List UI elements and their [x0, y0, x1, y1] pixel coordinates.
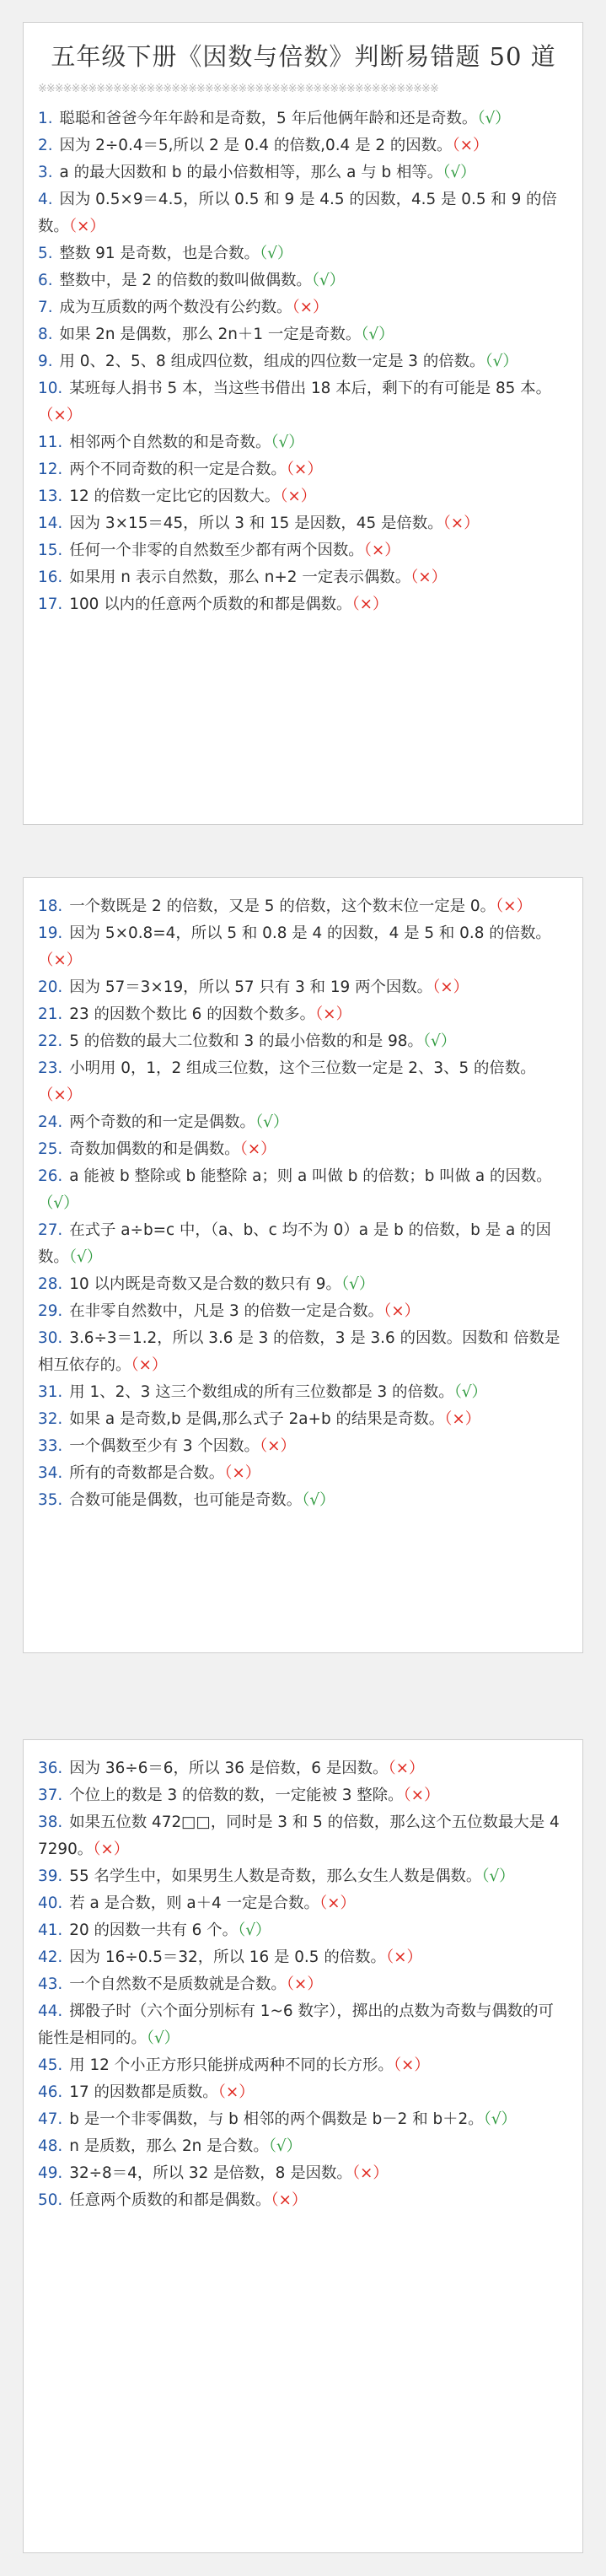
question-text: n 是质数，那么 2n 是合数。: [69, 2137, 269, 2155]
answer-mark: （×）: [38, 951, 83, 969]
question-item: [38, 1971, 569, 1998]
question-item: [38, 186, 569, 240]
question-item: [38, 537, 569, 564]
question-number: 41.: [38, 1921, 63, 1939]
question-text: a 的最大因数和 b 的最小倍数相等，那么 a 与 b 相等。: [59, 164, 443, 181]
question-list: [38, 893, 569, 1514]
answer-mark: （×）: [383, 1302, 421, 1320]
question-number: 16.: [38, 569, 63, 586]
answer-mark: （×）: [239, 1140, 276, 1158]
answer-mark: （×）: [217, 2083, 255, 2101]
answer-mark: （×）: [286, 1975, 323, 1993]
question-text: 因为 0.5×9＝4.5，所以 0.5 和 9 是 4.5 的因数，4.5 是 0.5 和 9 的倍数。: [38, 191, 557, 235]
question-text: 如果用 n 表示自然数，那么 n+2 一定表示偶数。: [69, 569, 411, 586]
question-text: b 是一个非零偶数，与 b 相邻的两个偶数是 b－2 和 b＋2。: [69, 2110, 484, 2128]
question-number: 27.: [38, 1221, 63, 1239]
question-item: [38, 132, 569, 159]
question-item: [38, 456, 569, 483]
answer-mark: （×）: [442, 515, 480, 532]
answer-mark: （×）: [271, 2191, 308, 2209]
question-item: [38, 105, 569, 132]
question-item: [38, 2106, 569, 2133]
question-item: [38, 1487, 569, 1514]
question-card-1: [23, 22, 583, 825]
question-text: 小明用 0，1，2 组成三位数，这个三位数一定是 2、3、5 的倍数。: [69, 1059, 536, 1077]
answer-mark: （×）: [410, 569, 448, 586]
question-number: 31.: [38, 1383, 63, 1401]
question-text: 55 名学生中，如果男生人数是奇数，那么女生人数是偶数。: [69, 1867, 482, 1885]
question-item: [38, 267, 569, 294]
question-item: [38, 1109, 569, 1136]
answer-mark: （×）: [314, 1005, 351, 1023]
question-text: 在式子 a÷b=c 中，（a、b、c 均不为 0）a 是 b 的倍数，b 是 a 的因数。: [38, 1221, 551, 1266]
question-number: 8.: [38, 326, 53, 343]
question-number: 45.: [38, 2056, 63, 2074]
page-title: 五年级下册《因数与倍数》判断易错题 50 道: [51, 42, 556, 71]
question-text: 所有的奇数都是合数。: [69, 1464, 225, 1482]
question-number: 46.: [38, 2083, 63, 2101]
question-text: 任何一个非零的自然数至少都有两个因数。: [69, 542, 364, 559]
question-text: 一个自然数不是质数就是合数。: [69, 1975, 287, 1993]
answer-mark: （√）: [483, 2110, 517, 2128]
answer-mark: （×）: [292, 299, 329, 316]
question-item: [38, 1055, 569, 1109]
question-text: 整数 91 是奇数，也是合数。: [59, 245, 260, 262]
answer-mark: （×）: [224, 1464, 261, 1482]
question-text: 某班每人捐书 5 本，当这些书借出 18 本后，剩下的有可能是 85 本。: [69, 380, 551, 397]
question-number: 15.: [38, 542, 63, 559]
question-number: 7.: [38, 299, 53, 316]
answer-mark: （√）: [68, 1248, 103, 1266]
question-number: 11.: [38, 434, 63, 451]
question-text: 因为 3×15＝45，所以 3 和 15 是因数，45 是倍数。: [69, 515, 443, 532]
question-text: 10 以内既是奇数又是合数的数只有 9。: [69, 1275, 341, 1293]
question-text: 因为 2÷0.4＝5,所以 2 是 0.4 的倍数,0.4 是 2 的因数。: [59, 137, 453, 154]
question-text: 两个不同奇数的积一定是合数。: [69, 461, 287, 478]
question-text: 整数中，是 2 的倍数的数叫做偶数。: [59, 272, 312, 289]
answer-mark: （×）: [38, 407, 83, 424]
question-number: 28.: [38, 1275, 63, 1293]
answer-mark: （√）: [481, 1867, 515, 1885]
question-item: [38, 159, 569, 186]
answer-mark: （×）: [68, 218, 105, 235]
question-item: [38, 1782, 569, 1809]
question-text: 一个偶数至少有 3 个因数。: [69, 1437, 260, 1455]
answer-mark: （√）: [311, 272, 346, 289]
question-number: 22.: [38, 1032, 63, 1050]
question-text: 3.6÷3＝1.2，所以 3.6 是 3 的倍数，3 是 3.6 的因数。因数和 倍数是相互依存的。: [38, 1329, 560, 1374]
answer-mark: （√）: [361, 326, 394, 343]
question-item: [38, 375, 569, 429]
answer-mark: （×）: [93, 1840, 130, 1858]
question-item: [38, 348, 569, 375]
question-number: 14.: [38, 515, 63, 532]
question-item: [38, 1406, 569, 1433]
question-number: 47.: [38, 2110, 63, 2128]
question-item: [38, 294, 569, 321]
answer-mark: （√）: [255, 1113, 289, 1131]
question-number: 36.: [38, 1760, 63, 1777]
question-number: 35.: [38, 1491, 63, 1509]
question-item: [38, 2160, 569, 2187]
question-item: [38, 1379, 569, 1406]
question-item: [38, 1325, 569, 1379]
answer-mark: （×）: [452, 137, 489, 154]
question-text: 成为互质数的两个数没有公约数。: [59, 299, 292, 316]
question-number: 20.: [38, 978, 63, 996]
question-number: 13.: [38, 488, 63, 505]
question-item: [38, 1890, 569, 1917]
answer-mark: （√）: [38, 1194, 79, 1212]
question-text: 任意两个质数的和都是偶数。: [69, 2191, 271, 2209]
question-item: [38, 1944, 569, 1971]
question-text: 32÷8＝4，所以 32 是倍数，8 是因数。: [69, 2164, 352, 2182]
question-number: 29.: [38, 1302, 63, 1320]
question-item: [38, 2133, 569, 2160]
question-text: 合数可能是偶数，也可能是奇数。: [69, 1491, 303, 1509]
question-list: [38, 1755, 569, 2214]
question-item: [38, 483, 569, 510]
question-number: 5.: [38, 245, 53, 262]
question-text: 掷骰子时（六个面分别标有 1~6 数字），掷出的点数为奇数与偶数的可能性是相同的。: [38, 2002, 554, 2047]
question-number: 49.: [38, 2164, 63, 2182]
question-item: [38, 1001, 569, 1028]
question-text: 若 a 是合数，则 a＋4 一定是合数。: [69, 1894, 319, 1912]
question-number: 19.: [38, 924, 63, 942]
question-text: 17 的因数都是质数。: [69, 2083, 218, 2101]
question-item: [38, 1217, 569, 1271]
answer-mark: （×）: [495, 897, 532, 915]
question-number: 9.: [38, 353, 53, 370]
question-text: 相邻两个自然数的和是奇数。: [69, 434, 271, 451]
question-item: [38, 2187, 569, 2214]
answer-mark: （×）: [363, 542, 400, 559]
question-item: [38, 321, 569, 348]
answer-mark: （√）: [485, 353, 518, 370]
answer-mark: （√）: [271, 434, 304, 451]
question-number: 3.: [38, 164, 53, 181]
question-text: 23 的因数个数比 6 的因数个数多。: [69, 1005, 315, 1023]
answer-mark: （×）: [432, 978, 469, 996]
question-item: [38, 920, 569, 974]
question-number: 6.: [38, 272, 53, 289]
question-text: 奇数加偶数的和是偶数。: [69, 1140, 240, 1158]
question-item: [38, 893, 569, 920]
question-number: 42.: [38, 1948, 63, 1966]
question-item: [38, 510, 569, 537]
question-item: [38, 1028, 569, 1055]
answer-mark: （√）: [268, 2137, 303, 2155]
answer-mark: （×）: [388, 1760, 425, 1777]
question-item: [38, 240, 569, 267]
answer-mark: （×）: [319, 1894, 356, 1912]
question-number: 30.: [38, 1329, 63, 1347]
question-text: 如果 2n 是偶数，那么 2n＋1 一定是奇数。: [59, 326, 362, 343]
question-number: 23.: [38, 1059, 63, 1077]
question-item: [38, 1809, 569, 1863]
question-number: 32.: [38, 1410, 63, 1428]
question-item: [38, 974, 569, 1001]
question-text: 用 12 个小正方形只能拼成两种不同的长方形。: [69, 2056, 394, 2074]
question-number: 50.: [38, 2191, 63, 2209]
answer-mark: （×）: [393, 2056, 430, 2074]
question-item: [38, 1755, 569, 1782]
question-text: 因为 36÷6＝6，所以 36 是倍数，6 是因数。: [69, 1760, 389, 1777]
question-number: 2.: [38, 137, 53, 154]
question-number: 34.: [38, 1464, 63, 1482]
question-item: [38, 1917, 569, 1944]
question-number: 12.: [38, 461, 63, 478]
question-text: 如果五位数 472□□，同时是 3 和 5 的倍数，那么这个五位数最大是 47290。: [38, 1813, 560, 1858]
answer-mark: （×）: [403, 1786, 440, 1804]
question-number: 18.: [38, 897, 63, 915]
answer-mark: （×）: [259, 1437, 296, 1455]
answer-mark: （√）: [302, 1491, 335, 1509]
answer-mark: （×）: [286, 461, 323, 478]
question-text: 因为 16÷0.5＝32，所以 16 是 0.5 的倍数。: [69, 1948, 386, 1966]
question-text: 一个数既是 2 的倍数，又是 5 的倍数，这个数末位一定是 0。: [69, 897, 496, 915]
question-text: 因为 57＝3×19，所以 57 只有 3 和 19 两个因数。: [69, 978, 433, 996]
question-text: 20 的因数一共有 6 个。: [69, 1921, 239, 1939]
answer-mark: （×）: [131, 1356, 168, 1374]
question-text: 两个奇数的和一定是偶数。: [69, 1113, 255, 1131]
question-item: [38, 2079, 569, 2106]
answer-mark: （√）: [146, 2029, 180, 2047]
question-item: [38, 1136, 569, 1163]
question-text: a 能被 b 整除或 b 能整除 a；则 a 叫做 b 的倍数；b 叫做 a 的因数。: [69, 1167, 552, 1185]
question-list: [38, 105, 569, 618]
question-number: 40.: [38, 1894, 63, 1912]
answer-mark: （√）: [442, 164, 476, 181]
answer-mark: （×）: [38, 1086, 83, 1104]
answer-mark: （×）: [351, 595, 389, 613]
answer-mark: （√）: [259, 245, 293, 262]
question-number: 38.: [38, 1813, 63, 1831]
question-text: 12 的倍数一定比它的因数大。: [69, 488, 281, 505]
question-item: [38, 564, 569, 591]
question-item: [38, 1163, 569, 1217]
question-number: 4.: [38, 191, 53, 208]
question-item: [38, 1460, 569, 1487]
question-number: 37.: [38, 1786, 63, 1804]
answer-mark: （×）: [351, 2164, 389, 2182]
question-card-3: [23, 1739, 583, 2553]
answer-mark: （×）: [444, 1410, 481, 1428]
question-text: 用 0、2、5、8 组成四位数，组成的四位数一定是 3 的倍数。: [59, 353, 485, 370]
question-text: 如果 a 是奇数,b 是偶,那么式子 2a+b 的结果是奇数。: [69, 1410, 445, 1428]
question-text: 用 1、2、3 这三个数组成的所有三位数都是 3 的倍数。: [69, 1383, 454, 1401]
question-text: 100 以内的任意两个质数的和都是偶数。: [69, 595, 352, 613]
question-number: 10.: [38, 380, 63, 397]
question-text: 聪聪和爸爸今年年龄和是奇数，5 年后他俩年龄和还是奇数。: [59, 110, 478, 127]
question-item: [38, 1998, 569, 2052]
question-item: [38, 1863, 569, 1890]
answer-mark: （×）: [280, 488, 317, 505]
question-number: 21.: [38, 1005, 63, 1023]
question-item: [38, 1433, 569, 1460]
answer-mark: （√）: [422, 1032, 457, 1050]
answer-mark: （√）: [453, 1383, 487, 1401]
question-item: [38, 429, 569, 456]
question-number: 44.: [38, 2002, 63, 2020]
question-text: 因为 5×0.8=4，所以 5 和 0.8 是 4 的因数，4 是 5 和 0.8 的倍数。: [69, 924, 551, 942]
question-item: [38, 1271, 569, 1298]
answer-mark: （×）: [385, 1948, 422, 1966]
question-card-2: [23, 877, 583, 1653]
question-number: 39.: [38, 1867, 63, 1885]
question-item: [38, 2052, 569, 2079]
question-item: [38, 591, 569, 618]
answer-mark: （√）: [477, 110, 511, 127]
question-text: 在非零自然数中，凡是 3 的倍数一定是合数。: [69, 1302, 384, 1320]
question-number: 26.: [38, 1167, 63, 1185]
question-number: 43.: [38, 1975, 63, 1993]
question-number: 25.: [38, 1140, 63, 1158]
question-item: [38, 1298, 569, 1325]
answer-mark: （√）: [341, 1275, 375, 1293]
question-text: 5 的倍数的最大二位数和 3 的最小倍数的和是 98。: [69, 1032, 423, 1050]
question-number: 1.: [38, 110, 53, 127]
decorative-divider: ※※※※※※※※※※※※※※※※※※※※※※※※※※※※※※※※※※※※※※※※※※※※※※※※: [38, 83, 438, 95]
question-number: 33.: [38, 1437, 63, 1455]
question-number: 48.: [38, 2137, 63, 2155]
question-number: 17.: [38, 595, 63, 613]
question-number: 24.: [38, 1113, 63, 1131]
answer-mark: （√）: [238, 1921, 271, 1939]
question-text: 个位上的数是 3 的倍数的数，一定能被 3 整除。: [69, 1786, 404, 1804]
